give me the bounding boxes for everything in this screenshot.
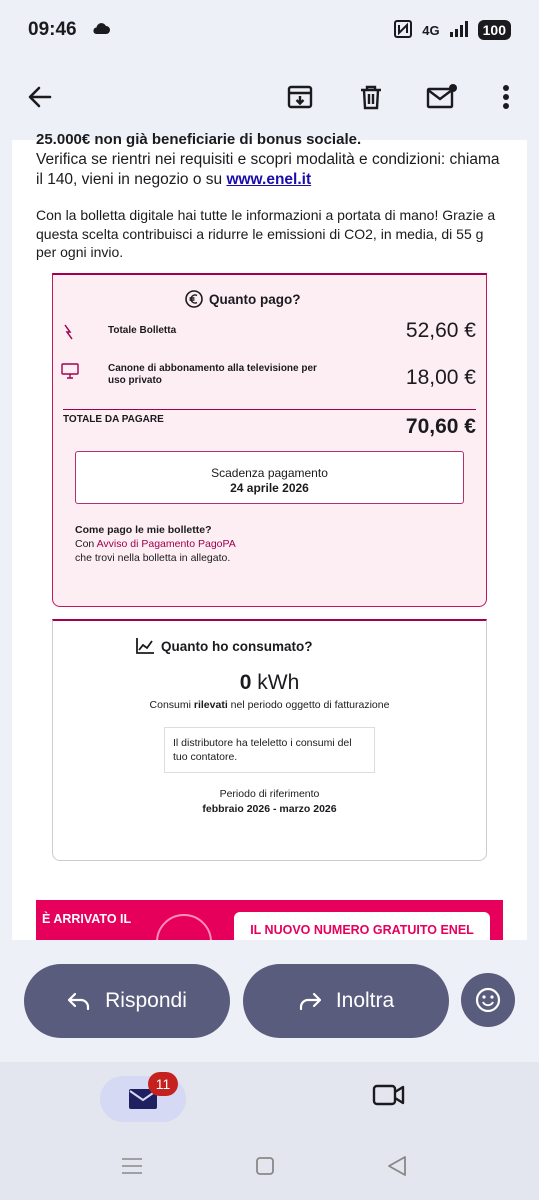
total-due-label: TOTALE DA PAGARE — [63, 414, 164, 425]
total-bill-label: Totale Bolletta — [108, 325, 177, 336]
total-due-value: 70,60 € — [405, 415, 476, 438]
battery-indicator: 100 — [478, 20, 511, 40]
back-button[interactable] — [20, 77, 60, 117]
bottom-navigation — [0, 1062, 539, 1200]
forward-button[interactable]: Inoltra — [243, 964, 449, 1038]
consumption-box — [52, 619, 487, 861]
reading-note: Il distributore ha teleletto i consumi del tuo contatore. — [164, 727, 375, 773]
arrow-left-icon — [26, 83, 54, 111]
consumption-desc: Consumi rilevati nel periodo oggetto di fatturazione — [149, 699, 390, 711]
trash-icon — [357, 83, 385, 111]
recents-icon[interactable] — [121, 1156, 143, 1176]
network-type: 4G — [422, 22, 440, 38]
email-body[interactable] — [12, 131, 527, 940]
reply-actions — [0, 940, 539, 1060]
intro-cut-line: 25.000€ non già beneficiarie di bonus sociale. — [36, 131, 362, 148]
tv-fee-label: Canone di abbonamento alla televisione per uso privato — [108, 363, 317, 386]
smiley-icon — [474, 986, 502, 1014]
consumption-value: 0 kWh — [239, 671, 300, 694]
promo-banner[interactable] — [36, 900, 503, 940]
reply-button[interactable]: Rispondi — [24, 964, 230, 1038]
mark-unread-button[interactable] — [422, 77, 462, 117]
emoji-reaction-button[interactable] — [461, 973, 515, 1027]
more-vert-icon — [502, 83, 510, 111]
payment-summary-box — [52, 273, 487, 607]
reply-icon — [67, 991, 91, 1011]
archive-button[interactable] — [280, 77, 320, 117]
pagopa-link[interactable]: Avviso di Pagamento PagoPA — [96, 538, 236, 550]
archive-icon — [286, 83, 314, 111]
tv-fee-value: 18,00 € — [405, 366, 476, 389]
video-camera-icon — [372, 1082, 406, 1108]
banner-left-text: È ARRIVATO IL — [42, 912, 132, 926]
system-back-icon[interactable] — [386, 1155, 408, 1177]
more-options-button[interactable] — [486, 77, 526, 117]
consumption-title: Quanto ho consumato? — [135, 637, 313, 655]
intro-paragraph: Verifica se rientri nei requisiti e scopri modalità e condizioni: chiama il 140, vieni in negozio o su www.enel.it — [36, 151, 500, 188]
mail-unread-icon — [426, 83, 458, 111]
nav-meet[interactable] — [372, 1082, 406, 1113]
status-time: 09:46 — [28, 19, 77, 40]
status-bar — [0, 0, 539, 60]
cloud-icon — [91, 19, 111, 41]
home-icon[interactable] — [255, 1156, 275, 1176]
forward-icon — [298, 991, 322, 1011]
mail-unread-badge: 11 — [148, 1072, 178, 1096]
how-to-pay-title: Come pago le mie bollette? — [75, 524, 212, 536]
delete-button[interactable] — [351, 77, 391, 117]
chart-icon — [135, 637, 155, 655]
euro-icon — [185, 290, 203, 308]
digital-bill-paragraph: Con la bolletta digitale hai tutte le informazioni a portata di mano! Grazie a questa scelta contribuisci a ridurre le emissioni di CO2, in media, di 55 g per ogni invio. — [36, 207, 496, 260]
email-toolbar — [0, 66, 539, 128]
payment-deadline-box — [75, 451, 464, 504]
banner-right-text: IL NUOVO NUMERO GRATUITO ENEL — [234, 912, 490, 946]
deadline-date: 24 aprile 2026 — [230, 481, 309, 495]
enel-link[interactable]: www.enel.it — [226, 171, 312, 188]
how-to-pay: Come pago le mie bollette? Con Avviso di Pagamento PagoPA che trovi nella bolletta in allegato. — [75, 524, 236, 564]
lightning-icon — [61, 323, 77, 341]
payment-summary-title: Quanto pago? — [185, 290, 301, 308]
total-bill-value: 52,60 € — [405, 319, 476, 342]
deadline-label: Scadenza pagamento — [211, 466, 328, 480]
signal-icon — [450, 21, 468, 40]
total-divider — [63, 409, 476, 410]
tv-icon — [61, 363, 79, 379]
system-navigation — [0, 1152, 539, 1182]
nfc-icon — [394, 20, 412, 41]
reference-period: Periodo di riferimento febbraio 2026 - marzo 2026 — [202, 788, 337, 815]
